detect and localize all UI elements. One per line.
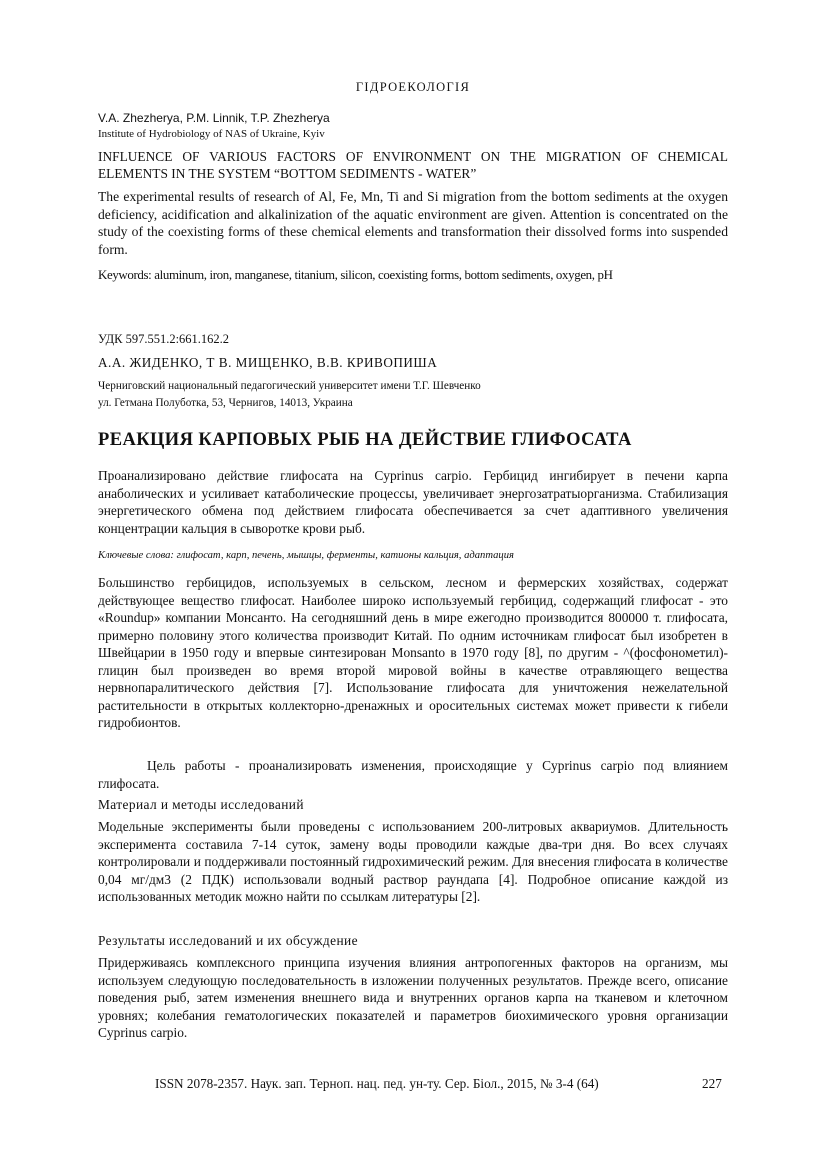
section-heading: ГІДРОЕКОЛОГІЯ xyxy=(355,80,471,94)
article-title: РЕАКЦИЯ КАРПОВЫХ РЫБ НА ДЕЙСТВИЕ ГЛИФОСАТА xyxy=(98,430,632,450)
english-abstract: The experimental results of research of Al, Fe, Mn, Ti and Si migration from the bottom sediments at the oxygen deficiency, acidification and alkalinization of the aquatic environment are given. Attention is concentrated on the study of the coexisting forms of these chemical elements and transformation their dissolved forms into suspended form. xyxy=(98,189,728,257)
intro-paragraph: Большинство гербицидов, используемых в сельском, лесном и фермерских хозяйствах, содержат действующее вещество глифосат. Наиболее широко используемый гербицид, содержащий глифосат - это «Roundup» компании Монсанто. На сегодняшний день в мире ежегодно производится 800000 т. глифосата, примерно половину этого количества производит Китай. По одним источникам глифосат был изобретен в Швейцарии в 1950 году и впервые синтезирован Monsanto в 1970 году [8], по другим - ^(фосфонометил)-глицин был произведен во время второй мировой войны в качестве отравляющего вещества нервнопаралитического действия [7]. Использование глифосата для уничтожения нежелательной растительности в открытых коллекторно-дренажных и оросительных системах может привести к гибели гидробионтов. xyxy=(98,575,728,730)
journal-citation: ISSN 2078-2357. Наук. зап. Терноп. нац. пед. ун-ту. Сер. Біол., 2015, № 3-4 (64) xyxy=(155,1076,599,1091)
methods-paragraph: Модельные эксперименты были проведены с использованием 200-литровых аквариумов. Длительность эксперимента составила 7-14 суток, замену воды проводили каждые два-три дня. Во всех случаях контролировали и поддерживали постоянный гидрохимический режим. Для внесения глифосата в количестве 0,04 мг/дм3 (2 ПДК) использовали водный раствор раундапа [4]. Подробное описание каждой из использованных методик можно найти по ссылкам литературы [2]. xyxy=(98,819,728,904)
english-keywords: Keywords: aluminum, iron, manganese, titanium, silicon, coexisting forms, bottom sediments, oxygen, pH xyxy=(98,268,613,282)
english-institution: Institute of Hydrobiology of NAS of Ukraine, Kyiv xyxy=(98,128,325,140)
page-number: 227 xyxy=(702,1076,722,1091)
results-paragraph: Придерживаясь комплексного принципа изучения влияния антропогенных факторов на организм, мы используем следующую последовательность в изложении полученных результатов. Прежде всего, описание поведения рыб, затем изменения внешнего вида и внутренних органов карпа на тканевом и клеточном уровнях; колебания гематологических показателей и параметров биохимического уровня организации Cyprinus carpio. xyxy=(98,955,728,1040)
methods-heading: Материал и методы исследований xyxy=(98,797,304,812)
institution-address: ул. Гетмана Полуботка, 53, Чернигов, 14013, Украина xyxy=(98,397,353,409)
english-title: INFLUENCE OF VARIOUS FACTORS OF ENVIRONMENT ON THE MIGRATION OF CHEMICAL ELEMENTS IN THE SYSTEM “BOTTOM SEDIMENTS - WATER” xyxy=(98,149,728,181)
institution-name: Черниговский национальный педагогический университет имени Т.Г. Шевченко xyxy=(98,380,481,392)
results-heading: Результаты исследований и их обсуждение xyxy=(98,933,358,948)
article-institution xyxy=(98,378,728,412)
article-keywords: Ключевые слова: глифосат, карп, печень, мышцы, ферменты, катионы кальция, адаптация xyxy=(98,550,514,561)
english-authors: V.A. Zhezherya, P.M. Linnik, T.P. Zhezherya xyxy=(98,111,330,125)
page-footer xyxy=(155,1076,735,1092)
aim-paragraph: Цель работы - проанализировать изменения, происходящие у Cyprinus carpio под влиянием глифосата. xyxy=(98,758,728,791)
article-authors: А.А. ЖИДЕНКО, Т В. МИЩЕНКО, В.В. КРИВОПИША xyxy=(98,355,438,370)
udc-code: УДК 597.551.2:661.162.2 xyxy=(98,332,230,346)
article-abstract: Проанализировано действие глифосата на Cyprinus carpio. Гербицид ингибирует в печени карпа анаболических и усиливает катаболические процессы, увеличивает энергозатратыорганизма. Стабилизация энергетического обмена под действием глифосата обеспечивается за счет адаптивного увеличения концентрации кальция в сыворотке крови рыб. xyxy=(98,468,728,536)
